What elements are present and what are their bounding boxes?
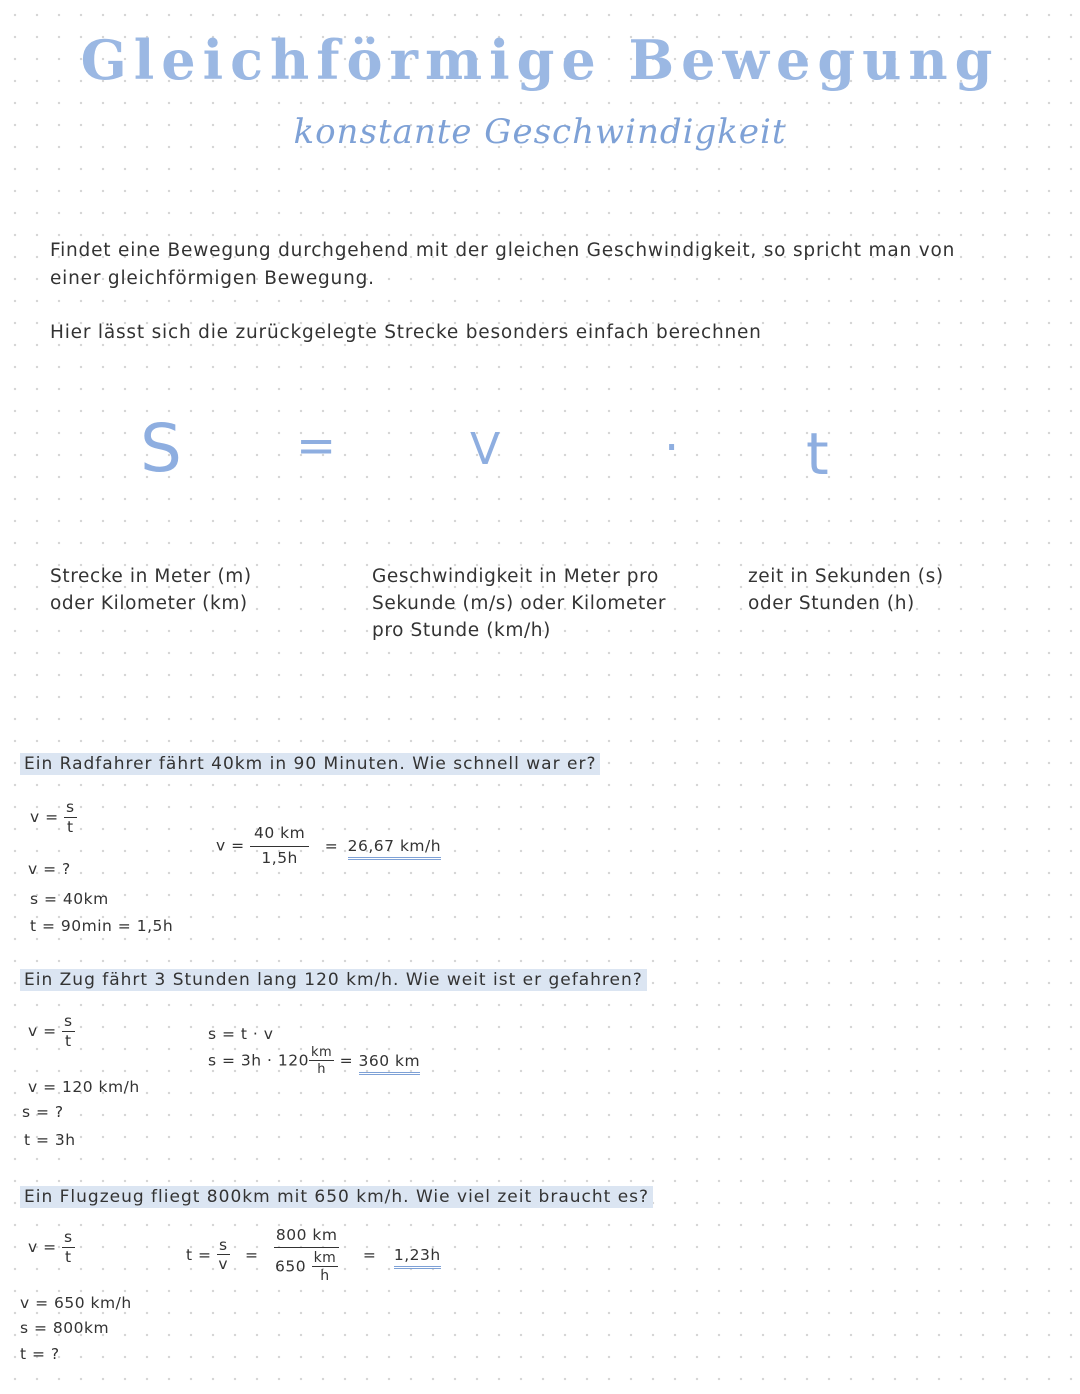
example-3-given-t: t = ? <box>20 1345 60 1363</box>
intro-line-3: Hier lässt sich die zurückgelegte Strecke besonders einfach berechnen <box>50 322 762 343</box>
example-1-given-t: t = 90min = 1,5h <box>30 917 174 935</box>
fraction-numerator: s <box>66 798 75 816</box>
calc-equals: = <box>339 1051 354 1070</box>
example-2-formula <box>28 1014 75 1049</box>
fraction-denominator: t <box>65 1031 72 1050</box>
fraction-numerator: km <box>310 1045 333 1060</box>
unit-fraction <box>312 1251 339 1283</box>
formula-lhs: v = <box>28 1238 57 1256</box>
formula-fraction <box>62 1014 75 1049</box>
example-3-calculation <box>186 1228 441 1283</box>
example-2-given-s: s = ? <box>22 1103 64 1121</box>
description-distance: Strecke in Meter (m) oder Kilometer (km) <box>50 566 252 614</box>
description-time: zeit in Sekunden (s) oder Stunden (h) <box>748 566 944 614</box>
formula-fraction <box>64 800 77 835</box>
unit-fraction <box>309 1046 334 1076</box>
formula-s: S <box>140 410 182 487</box>
example-3-formula <box>28 1230 75 1265</box>
fraction-denominator: t <box>67 817 74 836</box>
fraction-denominator: 1,5h <box>261 848 298 867</box>
example-3-question: Ein Flugzeug fliegt 800km mit 650 km/h. Wie viel zeit braucht es? <box>20 1186 653 1208</box>
fraction-denominator: h <box>317 1062 326 1077</box>
formula-v: V <box>470 424 501 475</box>
fraction-numerator: 40 km <box>250 826 309 847</box>
formula-lhs: v = <box>28 1022 57 1040</box>
fraction-denominator: t <box>65 1247 72 1266</box>
page-title: Gleichförmige Bewegung <box>80 28 1000 92</box>
fraction-denominator: v <box>218 1255 229 1274</box>
fraction-numerator: s <box>218 1235 228 1254</box>
calc-lhs: v = <box>216 836 245 855</box>
formula-lhs: v = <box>30 808 59 826</box>
example-1-calculation <box>216 826 441 866</box>
calc-fraction <box>274 1228 340 1283</box>
example-1-formula <box>30 800 77 835</box>
description-velocity: Geschwindigkeit in Meter pro Sekunde (m/s) oder Kilometer pro Stunde (km/h) <box>372 566 667 641</box>
example-2-calc-line-1: s = t · v <box>208 1025 274 1043</box>
calc-equals-2: = <box>362 1245 377 1264</box>
example-3-given-v: v = 650 km/h <box>20 1294 132 1312</box>
example-2-question: Ein Zug fährt 3 Stunden lang 120 km/h. Wie weit ist er gefahren? <box>20 969 647 991</box>
fraction-numerator: 800 km <box>274 1228 340 1248</box>
formula-equals: = <box>296 418 337 474</box>
fraction-denominator-group <box>275 1248 338 1283</box>
calc-equals: = <box>324 836 339 855</box>
calc-prefix: s = 3h · 120 <box>208 1051 309 1070</box>
formula-dot: · <box>664 420 680 476</box>
example-1-given-s: s = 40km <box>30 890 109 908</box>
intro-line-2: einer gleichförmigen Bewegung. <box>50 268 375 289</box>
formula-fraction <box>217 1235 230 1274</box>
page-subtitle: konstante Geschwindigkeit <box>293 112 787 152</box>
example-3-given-s: s = 800km <box>20 1319 110 1337</box>
formula-fraction <box>62 1230 75 1265</box>
calc-result: 1,23h <box>394 1246 441 1269</box>
example-2-given-t: t = 3h <box>24 1131 76 1149</box>
fraction-numerator: s <box>64 1012 73 1030</box>
intro-line-1: Findet eine Bewegung durchgehend mit der gleichen Geschwindigkeit, so spricht man von <box>50 240 956 261</box>
example-2-calc-line-2 <box>208 1046 420 1076</box>
calc-fraction <box>250 826 309 866</box>
calc-result: 360 km <box>359 1052 421 1075</box>
calc-equals-1: = <box>244 1245 259 1264</box>
denominator-value: 650 <box>275 1257 307 1275</box>
unit-denominator: h <box>320 1267 330 1284</box>
unit-numerator: km <box>313 1249 337 1266</box>
example-1-given-v: v = ? <box>28 860 71 878</box>
calc-result: 26,67 km/h <box>348 837 441 860</box>
fraction-numerator: s <box>64 1228 73 1246</box>
example-2-given-v: v = 120 km/h <box>28 1078 140 1096</box>
formula-t: t <box>806 420 829 488</box>
example-1-question: Ein Radfahrer fährt 40km in 90 Minuten. Wie schnell war er? <box>20 753 600 775</box>
calc-lhs: t = <box>186 1245 212 1264</box>
